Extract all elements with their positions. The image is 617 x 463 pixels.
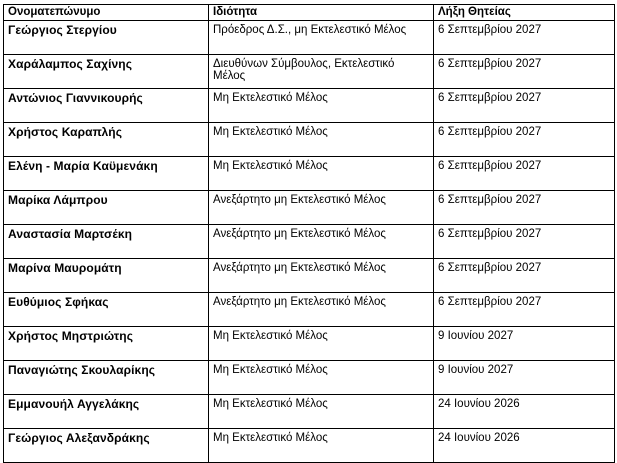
member-term-end: 6 Σεπτεμβρίου 2027 xyxy=(434,259,615,293)
table-row xyxy=(4,395,615,429)
table-row xyxy=(4,191,615,225)
table-row xyxy=(4,225,615,259)
member-name: Μαρίνα Μαυρομάτη xyxy=(4,259,209,293)
member-role: Ανεξάρτητο μη Εκτελεστικό Μέλος xyxy=(209,259,434,293)
member-term-end: 6 Σεπτεμβρίου 2027 xyxy=(434,55,615,89)
member-term-end: 9 Ιουνίου 2027 xyxy=(434,361,615,395)
member-name: Παναγιώτης Σκουλαρίκης xyxy=(4,361,209,395)
table-row xyxy=(4,157,615,191)
header-term-end: Λήξη Θητείας xyxy=(434,5,615,21)
table-row xyxy=(4,55,615,89)
member-term-end: 6 Σεπτεμβρίου 2027 xyxy=(434,123,615,157)
member-name: Εμμανουήλ Αγγελάκης xyxy=(4,395,209,429)
member-name: Ελένη - Μαρία Καϋμενάκη xyxy=(4,157,209,191)
member-name: Αντώνιος Γιαννικουρής xyxy=(4,89,209,123)
member-term-end: 6 Σεπτεμβρίου 2027 xyxy=(434,21,615,55)
header-role: Ιδιότητα xyxy=(209,5,434,21)
member-name: Χρήστος Καραπλής xyxy=(4,123,209,157)
table-row xyxy=(4,89,615,123)
member-term-end: 24 Ιουνίου 2026 xyxy=(434,395,615,429)
table-row xyxy=(4,327,615,361)
board-members-table xyxy=(3,4,615,463)
member-term-end: 6 Σεπτεμβρίου 2027 xyxy=(434,191,615,225)
member-term-end: 6 Σεπτεμβρίου 2027 xyxy=(434,293,615,327)
member-role: Ανεξάρτητο μη Εκτελεστικό Μέλος xyxy=(209,225,434,259)
member-role: Μη Εκτελεστικό Μέλος xyxy=(209,395,434,429)
member-name: Μαρίκα Λάμπρου xyxy=(4,191,209,225)
member-role: Μη Εκτελεστικό Μέλος xyxy=(209,327,434,361)
member-name: Ευθύμιος Σφήκας xyxy=(4,293,209,327)
table-header-row xyxy=(4,5,615,21)
table-row xyxy=(4,361,615,395)
member-term-end: 6 Σεπτεμβρίου 2027 xyxy=(434,225,615,259)
member-term-end: 9 Ιουνίου 2027 xyxy=(434,327,615,361)
member-name: Γεώργιος Αλεξανδράκης xyxy=(4,429,209,463)
member-name: Γεώργιος Στεργίου xyxy=(4,21,209,55)
member-name: Αναστασία Μαρτσέκη xyxy=(4,225,209,259)
member-term-end: 6 Σεπτεμβρίου 2027 xyxy=(434,157,615,191)
member-role: Μη Εκτελεστικό Μέλος xyxy=(209,429,434,463)
table-row xyxy=(4,259,615,293)
member-role: Μη Εκτελεστικό Μέλος xyxy=(209,123,434,157)
member-name: Χρήστος Μηστριώτης xyxy=(4,327,209,361)
member-role: Μη Εκτελεστικό Μέλος xyxy=(209,361,434,395)
table-row xyxy=(4,21,615,55)
table-row xyxy=(4,123,615,157)
header-name: Ονοματεπώνυμο xyxy=(4,5,209,21)
member-role: Διευθύνων Σύμβουλος, Εκτελεστικό Μέλος xyxy=(209,55,434,89)
member-role: Μη Εκτελεστικό Μέλος xyxy=(209,89,434,123)
table-row xyxy=(4,293,615,327)
member-role: Μη Εκτελεστικό Μέλος xyxy=(209,157,434,191)
member-term-end: 24 Ιουνίου 2026 xyxy=(434,429,615,463)
member-role: Πρόεδρος Δ.Σ., μη Εκτελεστικό Μέλος xyxy=(209,21,434,55)
member-name: Χαράλαμπος Σαχίνης xyxy=(4,55,209,89)
member-term-end: 6 Σεπτεμβρίου 2027 xyxy=(434,89,615,123)
member-role: Ανεξάρτητο μη Εκτελεστικό Μέλος xyxy=(209,293,434,327)
member-role: Ανεξάρτητο μη Εκτελεστικό Μέλος xyxy=(209,191,434,225)
